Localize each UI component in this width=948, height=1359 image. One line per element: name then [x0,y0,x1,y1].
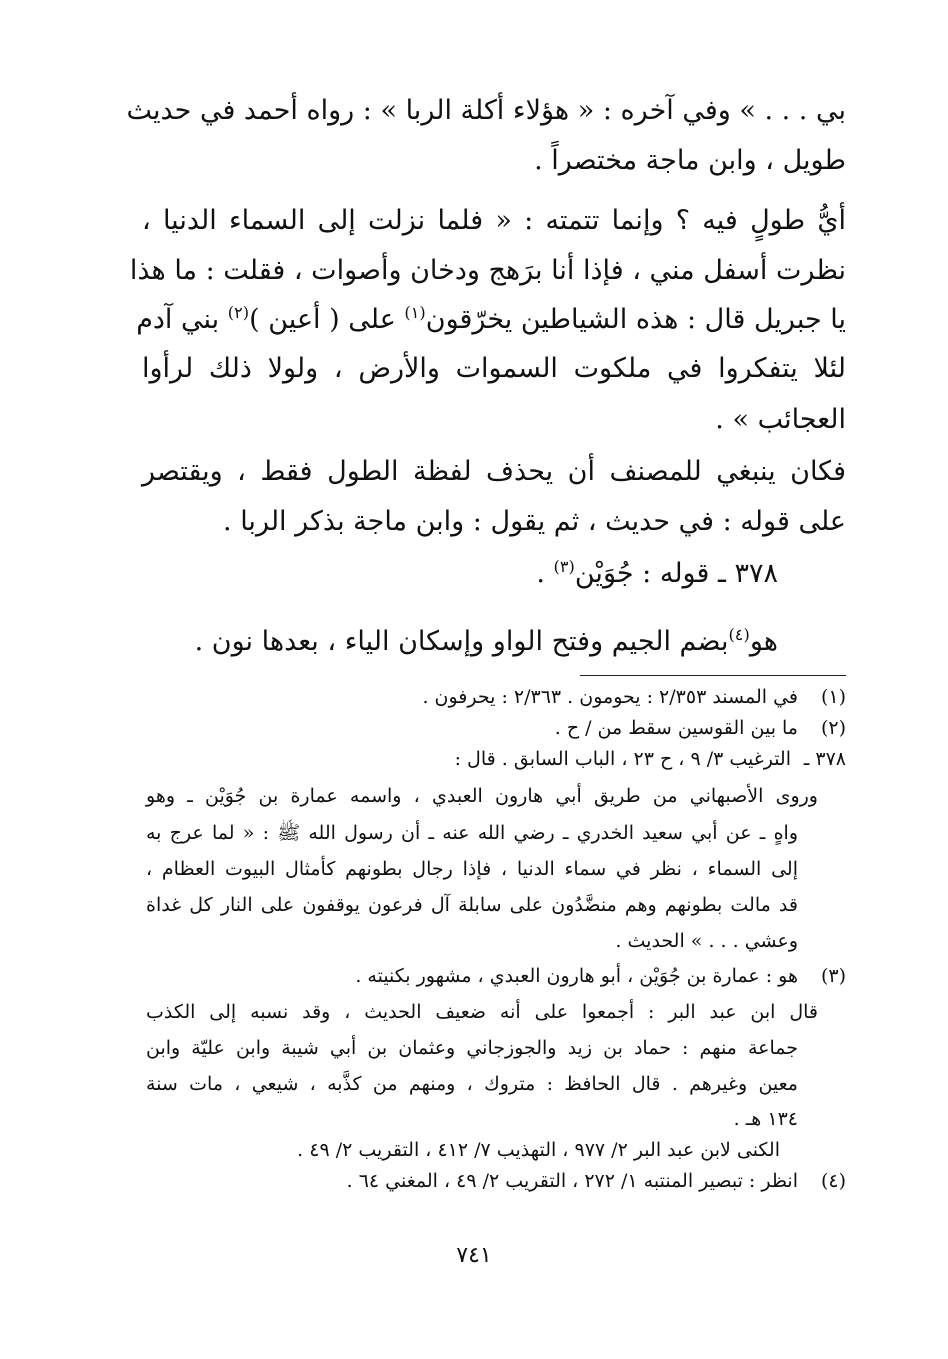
body-line-1: بي . . . » وفي آخره : « هؤلاء أكلة الربا » : رواه أحمد في حديث [126,95,846,126]
footnote-378-line-5: قد مالت بطونهم وهم منضَّدُون على سابلة آل فرعون يوقفون على النار كل غداة [146,894,798,916]
footnote-4-text: انظر : تبصير المنتبه ١/ ٢٧٢ ، التقريب ٢/ ٤٩ ، المغني ٦٤ . [346,1170,798,1192]
body-line-5a: يا جبريل قال : هذه الشياطين يخرّقون [425,304,846,335]
body-line-5 [136,303,846,335]
body-line-10b: بضم الجيم وفتح الواو وإسكان الياء ، بعدها نون . [194,626,729,657]
footnote-3-line-4: معين وغيرهم . قال الحافظ : متروك ، ومنهم من كذَّبه ، شيعي ، مات سنة [146,1073,798,1095]
body-line-5b: على ( أعين ) [249,304,405,335]
body-line-6: لئلا يتفكروا في ملكوت السموات والأرض ، ولولا ذلك لرأوا [142,353,846,384]
footnote-1-text: في المسند ٢/٣٥٣ : يحومون . ٢/٣٦٣ : يحرفون . [422,686,798,708]
footnote-378-line-6: وعشي . . . » الحديث . [615,930,798,952]
entry-378-heading [536,557,778,589]
footnote-3-line-2: قال ابن عبد البر : أجمعوا على أنه ضعيف الحديث ، وقد نسبه إلى الكذب [146,1001,818,1023]
body-line-5c: بني آدم [136,304,228,335]
body-line-2: طويل ، وابن ماجة مختصراً . [534,145,846,176]
footnote-2-text: ما بين القوسين سقط من / ح . [554,717,798,739]
footnote-ref-1: (١) [404,303,426,322]
entry-378-label: ٣٧٨ ـ قوله : جُوَيْن [574,558,778,589]
footnote-2-label: (٢) [820,717,846,739]
body-line-3: أيُّ طولٍ فيه ؟ وإنما تتمته : « فلما نزلت إلى السماء الدنيا ، [142,205,846,236]
body-line-4: نظرت أسفل مني ، فإذا أنا برَهج ودخان وأصوات ، فقلت : ما هذا [129,255,846,286]
footnote-3-line-3: جماعة منهم : حماد بن زيد والجوزجاني وعثمان بن أبي شيبة وابن عليّة وابن [146,1037,798,1059]
footnote-3-line-6: الكنى لابن عبد البر ٢/ ٩٧٧ ، التهذيب ٧/ ٤١٢ ، التقريب ٢/ ٤٩ . [297,1139,780,1161]
footnote-378-line-2: وروى الأصبهاني من طريق أبي هارون العبدي ، واسمه عمارة بن جُوَيْن ـ وهو [146,785,818,807]
body-line-9: على قوله : في حديث ، ثم يقول : وابن ماجة بذكر الربا . [223,506,846,537]
footnote-1-label: (١) [820,686,846,708]
footnote-3-label: (٣) [820,965,846,987]
footnote-3-line-5: ١٣٤ هـ . [733,1108,798,1130]
footnote-ref-3: (٣) [553,557,575,576]
footnote-separator [580,675,846,676]
body-line-8: فكان ينبغي للمصنف أن يحذف لفظة الطول فقط ، ويقتصر [142,456,846,487]
entry-378-dot: . [536,558,554,589]
footnote-ref-4: (٤) [728,625,750,644]
footnote-3-line-1: هو : عمارة بن جُوَيْن ، أبو هارون العبدي ، مشهور بكنيته . [355,965,798,987]
footnote-378-line-4: إلى السماء ، نظر في سماء الدنيا ، فإذا رجال بطونهم كأمثال البيوت العظام ، [146,858,798,880]
footnote-378-line-1: الترغيب ٣/ ٩ ، ح ٢٣ ، الباب السابق . قال : [454,748,791,770]
footnote-ref-2: (٢) [227,303,250,322]
body-line-7: العجائب » . [715,404,846,435]
body-line-10a: هو [749,626,778,657]
footnote-4-label: (٤) [820,1170,846,1192]
body-line-10 [194,625,778,657]
page-number: ٧٤١ [456,1243,492,1268]
footnote-378-label: ٣٧٨ ـ [803,748,846,770]
footnote-378-line-3: واهٍ ـ عن أبي سعيد الخدري ـ رضي الله عنه ـ أن رسول الله ﷺ : « لما عرج به [146,822,798,844]
